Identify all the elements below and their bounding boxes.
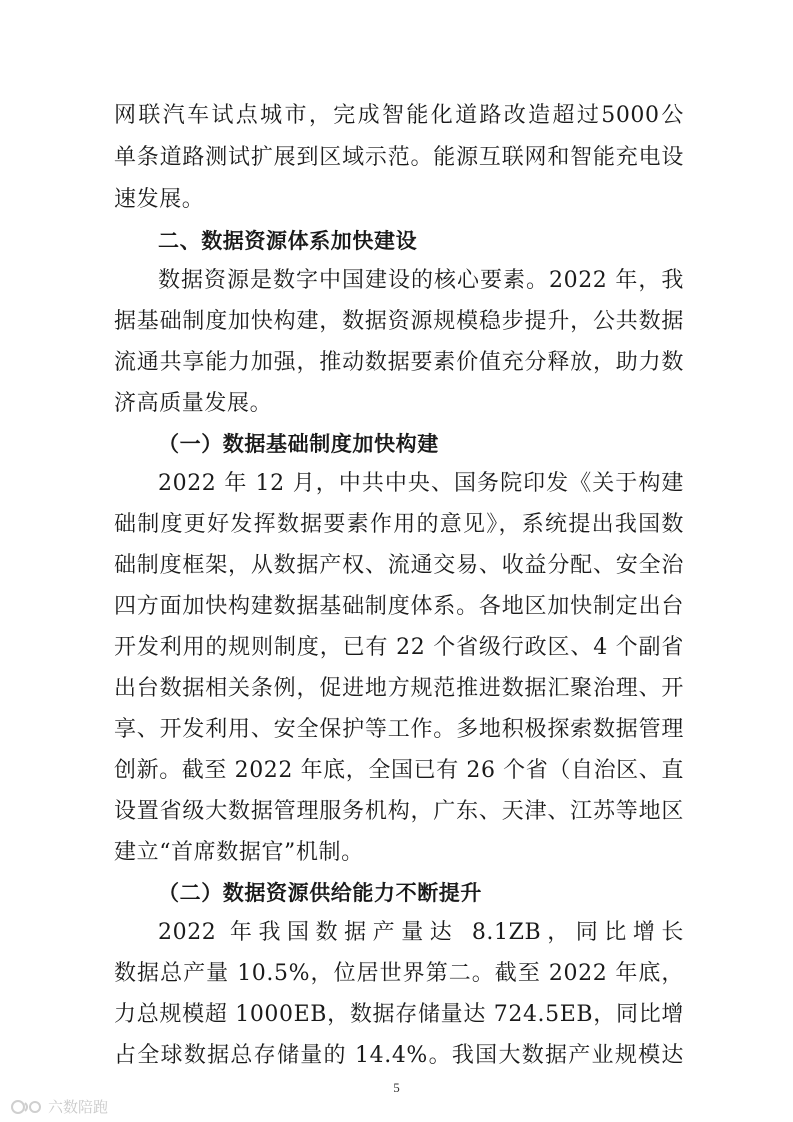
watermark-text: 六数陪跑 xyxy=(48,1098,109,1116)
body-line: 济高质量发展。 xyxy=(114,391,273,416)
body-line: 出台数据相关条例，促进地方规范推进数据汇聚治理、开 xyxy=(114,676,684,701)
body-line: 享、开发利用、安全保护等工作。多地积极探索数据管理 xyxy=(114,717,684,742)
body-line: 础制度更好发挥数据要素作用的意见》，系统提出我国数 xyxy=(114,512,684,537)
body-line: 数据资源是数字中国建设的核心要素。2022 年，我 xyxy=(158,268,684,293)
page-number: 5 xyxy=(393,1080,400,1095)
body-line: 流通共享能力加强，推动数据要素价值充分释放，助力数 xyxy=(114,350,684,375)
body-line: 建立“首席数据官”机制。 xyxy=(114,840,364,865)
body-line: 据基础制度加快构建，数据资源规模稳步提升，公共数据 xyxy=(114,309,684,334)
body-line: 网联汽车试点城市，完成智能化道路改造超过5000公 xyxy=(114,103,684,128)
subsection-heading: （一）数据基础制度加快构建 xyxy=(158,432,439,456)
body-line: 设置省级大数据管理服务机构，广东、天津、江苏等地区 xyxy=(114,799,684,824)
watermark xyxy=(10,1096,108,1117)
body-line: 2022 年 12 月，中共中央、国务院印发《关于构建 xyxy=(158,471,684,496)
body-line: 数据总产量 10.5%，位居世界第二。截至 2022 年底， xyxy=(114,961,684,986)
body-line: 2022 年我国数据产量达 8.1ZB，同比增长 xyxy=(158,920,684,945)
body-line: 速发展。 xyxy=(114,187,205,212)
body-line: 占全球数据总存储量的 14.4%。我国大数据产业规模达 xyxy=(114,1043,684,1068)
section-heading: 二、数据资源体系加快建设 xyxy=(158,229,418,253)
body-line: 础制度框架，从数据产权、流通交易、收益分配、安全治 xyxy=(114,553,684,578)
body-line: 力总规模超 1000EB，数据存储量达 724.5EB，同比增 xyxy=(114,1002,684,1027)
body-line: 创新。截至 2022 年底，全国已有 26 个省（自治区、直 xyxy=(114,758,684,783)
body-line: 单条道路测试扩展到区域示范。能源互联网和智能充电设 xyxy=(114,145,684,170)
watermark-logo-icon xyxy=(10,1099,44,1115)
body-line: 四方面加快构建数据基础制度体系。各地区加快制定出台 xyxy=(114,594,684,619)
body-line: 开发利用的规则制度，已有 22 个省级行政区、4 个副省 xyxy=(114,635,684,660)
subsection-heading: （二）数据资源供给能力不断提升 xyxy=(158,881,482,905)
